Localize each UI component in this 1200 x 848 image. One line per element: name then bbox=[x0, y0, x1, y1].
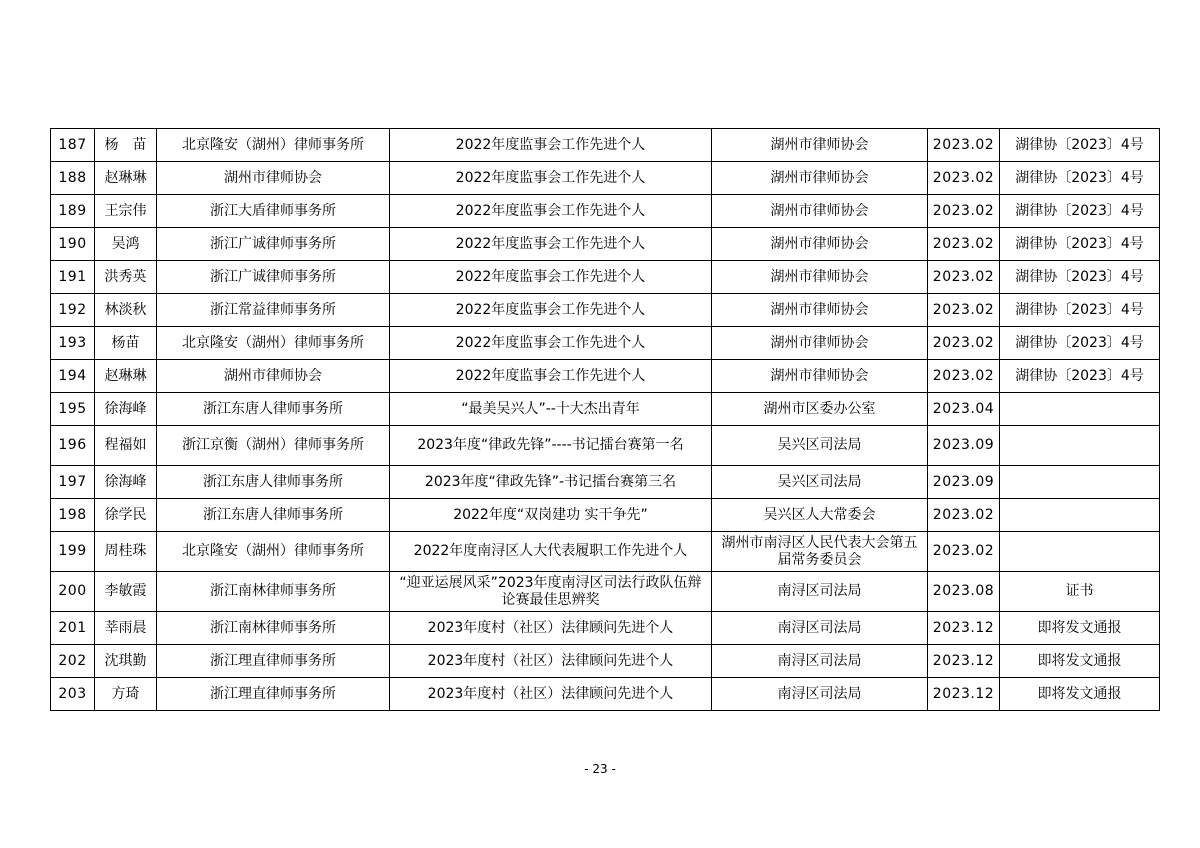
work-unit: 浙江理直律师事务所 bbox=[157, 645, 390, 678]
award-date: 2023.12 bbox=[928, 645, 1000, 678]
document-reference: 湖律协〔2023〕4号 bbox=[1000, 261, 1160, 294]
award-date: 2023.02 bbox=[928, 294, 1000, 327]
work-unit: 浙江广诚律师事务所 bbox=[157, 228, 390, 261]
person-name: 徐海峰 bbox=[95, 393, 157, 426]
document-reference: 湖律协〔2023〕4号 bbox=[1000, 360, 1160, 393]
document-reference: 即将发文通报 bbox=[1000, 678, 1160, 711]
person-name: 徐海峰 bbox=[95, 466, 157, 499]
award-title: 2023年度村（社区）法律顾问先进个人 bbox=[390, 645, 712, 678]
awards-table-body bbox=[51, 129, 1160, 711]
row-number: 188 bbox=[51, 162, 95, 195]
table-row bbox=[51, 393, 1160, 426]
award-date: 2023.02 bbox=[928, 162, 1000, 195]
work-unit: 北京隆安（湖州）律师事务所 bbox=[157, 532, 390, 572]
document-reference bbox=[1000, 393, 1160, 426]
issuing-body: 湖州市律师协会 bbox=[712, 195, 928, 228]
issuing-body: 南浔区司法局 bbox=[712, 678, 928, 711]
award-title: 2022年度南浔区人大代表履职工作先进个人 bbox=[390, 532, 712, 572]
person-name: 洪秀英 bbox=[95, 261, 157, 294]
issuing-body: 吴兴区司法局 bbox=[712, 466, 928, 499]
award-date: 2023.02 bbox=[928, 261, 1000, 294]
document-reference: 湖律协〔2023〕4号 bbox=[1000, 195, 1160, 228]
person-name: 林淡秋 bbox=[95, 294, 157, 327]
person-name: 李敏霞 bbox=[95, 572, 157, 612]
award-title: 2023年度村（社区）法律顾问先进个人 bbox=[390, 612, 712, 645]
row-number: 203 bbox=[51, 678, 95, 711]
person-name: 方琦 bbox=[95, 678, 157, 711]
row-number: 187 bbox=[51, 129, 95, 162]
table-row bbox=[51, 612, 1160, 645]
issuing-body: 吴兴区人大常委会 bbox=[712, 499, 928, 532]
issuing-body: 吴兴区司法局 bbox=[712, 426, 928, 466]
document-reference bbox=[1000, 499, 1160, 532]
document-reference: 即将发文通报 bbox=[1000, 645, 1160, 678]
award-date: 2023.02 bbox=[928, 532, 1000, 572]
award-date: 2023.09 bbox=[928, 426, 1000, 466]
award-date: 2023.02 bbox=[928, 228, 1000, 261]
issuing-body: 湖州市南浔区人民代表大会第五届常务委员会 bbox=[712, 532, 928, 572]
issuing-body: 湖州市律师协会 bbox=[712, 360, 928, 393]
person-name: 杨苗 bbox=[95, 327, 157, 360]
award-date: 2023.09 bbox=[928, 466, 1000, 499]
issuing-body: 湖州市律师协会 bbox=[712, 162, 928, 195]
issuing-body: 湖州市律师协会 bbox=[712, 294, 928, 327]
work-unit: 浙江常益律师事务所 bbox=[157, 294, 390, 327]
row-number: 191 bbox=[51, 261, 95, 294]
person-name: 赵琳琳 bbox=[95, 360, 157, 393]
table-row bbox=[51, 678, 1160, 711]
issuing-body: 南浔区司法局 bbox=[712, 612, 928, 645]
document-reference: 湖律协〔2023〕4号 bbox=[1000, 327, 1160, 360]
award-title: 2023年度“律政先锋”----书记擂台赛第一名 bbox=[390, 426, 712, 466]
document-reference: 即将发文通报 bbox=[1000, 612, 1160, 645]
table-row bbox=[51, 129, 1160, 162]
person-name: 王宗伟 bbox=[95, 195, 157, 228]
award-title: 2022年度监事会工作先进个人 bbox=[390, 129, 712, 162]
award-date: 2023.02 bbox=[928, 129, 1000, 162]
table-row bbox=[51, 645, 1160, 678]
award-title: 2023年度“律政先锋”-书记擂台赛第三名 bbox=[390, 466, 712, 499]
work-unit: 浙江南林律师事务所 bbox=[157, 572, 390, 612]
row-number: 193 bbox=[51, 327, 95, 360]
work-unit: 北京隆安（湖州）律师事务所 bbox=[157, 129, 390, 162]
row-number: 197 bbox=[51, 466, 95, 499]
issuing-body: 南浔区司法局 bbox=[712, 645, 928, 678]
row-number: 199 bbox=[51, 532, 95, 572]
table-row bbox=[51, 162, 1160, 195]
table-row bbox=[51, 228, 1160, 261]
work-unit: 浙江东唐人律师事务所 bbox=[157, 466, 390, 499]
award-date: 2023.08 bbox=[928, 572, 1000, 612]
table-row bbox=[51, 466, 1160, 499]
work-unit: 浙江广诚律师事务所 bbox=[157, 261, 390, 294]
person-name: 吴鸿 bbox=[95, 228, 157, 261]
work-unit: 湖州市律师协会 bbox=[157, 162, 390, 195]
work-unit: 湖州市律师协会 bbox=[157, 360, 390, 393]
issuing-body: 湖州市律师协会 bbox=[712, 228, 928, 261]
issuing-body: 湖州市区委办公室 bbox=[712, 393, 928, 426]
work-unit: 北京隆安（湖州）律师事务所 bbox=[157, 327, 390, 360]
document-reference: 湖律协〔2023〕4号 bbox=[1000, 228, 1160, 261]
award-title: 2022年度监事会工作先进个人 bbox=[390, 261, 712, 294]
table-row bbox=[51, 426, 1160, 466]
award-date: 2023.02 bbox=[928, 360, 1000, 393]
award-title: 2023年度村（社区）法律顾问先进个人 bbox=[390, 678, 712, 711]
person-name: 徐学民 bbox=[95, 499, 157, 532]
issuing-body: 湖州市律师协会 bbox=[712, 261, 928, 294]
person-name: 程福如 bbox=[95, 426, 157, 466]
person-name: 莘雨晨 bbox=[95, 612, 157, 645]
row-number: 201 bbox=[51, 612, 95, 645]
row-number: 196 bbox=[51, 426, 95, 466]
row-number: 202 bbox=[51, 645, 95, 678]
award-title: 2022年度监事会工作先进个人 bbox=[390, 360, 712, 393]
work-unit: 浙江京衡（湖州）律师事务所 bbox=[157, 426, 390, 466]
award-date: 2023.02 bbox=[928, 327, 1000, 360]
page-number: - 23 - bbox=[584, 762, 616, 776]
person-name: 沈琪勤 bbox=[95, 645, 157, 678]
awards-table bbox=[50, 128, 1160, 711]
issuing-body: 南浔区司法局 bbox=[712, 572, 928, 612]
award-title: 2022年度监事会工作先进个人 bbox=[390, 228, 712, 261]
award-title: 2022年度监事会工作先进个人 bbox=[390, 195, 712, 228]
award-date: 2023.12 bbox=[928, 612, 1000, 645]
row-number: 195 bbox=[51, 393, 95, 426]
award-title: 2022年度“双岗建功 实干争先” bbox=[390, 499, 712, 532]
person-name: 赵琳琳 bbox=[95, 162, 157, 195]
work-unit: 浙江大盾律师事务所 bbox=[157, 195, 390, 228]
table-row bbox=[51, 499, 1160, 532]
row-number: 194 bbox=[51, 360, 95, 393]
row-number: 189 bbox=[51, 195, 95, 228]
award-date: 2023.04 bbox=[928, 393, 1000, 426]
award-title: “最美吴兴人”--十大杰出青年 bbox=[390, 393, 712, 426]
award-date: 2023.02 bbox=[928, 499, 1000, 532]
work-unit: 浙江东唐人律师事务所 bbox=[157, 393, 390, 426]
award-title: 2022年度监事会工作先进个人 bbox=[390, 294, 712, 327]
work-unit: 浙江理直律师事务所 bbox=[157, 678, 390, 711]
award-date: 2023.02 bbox=[928, 195, 1000, 228]
issuing-body: 湖州市律师协会 bbox=[712, 129, 928, 162]
document-reference bbox=[1000, 532, 1160, 572]
award-date: 2023.12 bbox=[928, 678, 1000, 711]
work-unit: 浙江东唐人律师事务所 bbox=[157, 499, 390, 532]
table-row bbox=[51, 360, 1160, 393]
document-reference: 证书 bbox=[1000, 572, 1160, 612]
table-row bbox=[51, 195, 1160, 228]
row-number: 190 bbox=[51, 228, 95, 261]
table-row bbox=[51, 572, 1160, 612]
issuing-body: 湖州市律师协会 bbox=[712, 327, 928, 360]
person-name: 杨 苗 bbox=[95, 129, 157, 162]
award-title: 2022年度监事会工作先进个人 bbox=[390, 327, 712, 360]
document-reference bbox=[1000, 466, 1160, 499]
row-number: 192 bbox=[51, 294, 95, 327]
table-row bbox=[51, 261, 1160, 294]
row-number: 198 bbox=[51, 499, 95, 532]
person-name: 周桂珠 bbox=[95, 532, 157, 572]
document-reference: 湖律协〔2023〕4号 bbox=[1000, 162, 1160, 195]
table-row bbox=[51, 532, 1160, 572]
document-reference: 湖律协〔2023〕4号 bbox=[1000, 294, 1160, 327]
award-title: 2022年度监事会工作先进个人 bbox=[390, 162, 712, 195]
work-unit: 浙江南林律师事务所 bbox=[157, 612, 390, 645]
document-reference bbox=[1000, 426, 1160, 466]
award-title: “迎亚运展风采”2023年度南浔区司法行政队伍辩论赛最佳思辨奖 bbox=[390, 572, 712, 612]
row-number: 200 bbox=[51, 572, 95, 612]
table-row bbox=[51, 294, 1160, 327]
document-reference: 湖律协〔2023〕4号 bbox=[1000, 129, 1160, 162]
table-row bbox=[51, 327, 1160, 360]
